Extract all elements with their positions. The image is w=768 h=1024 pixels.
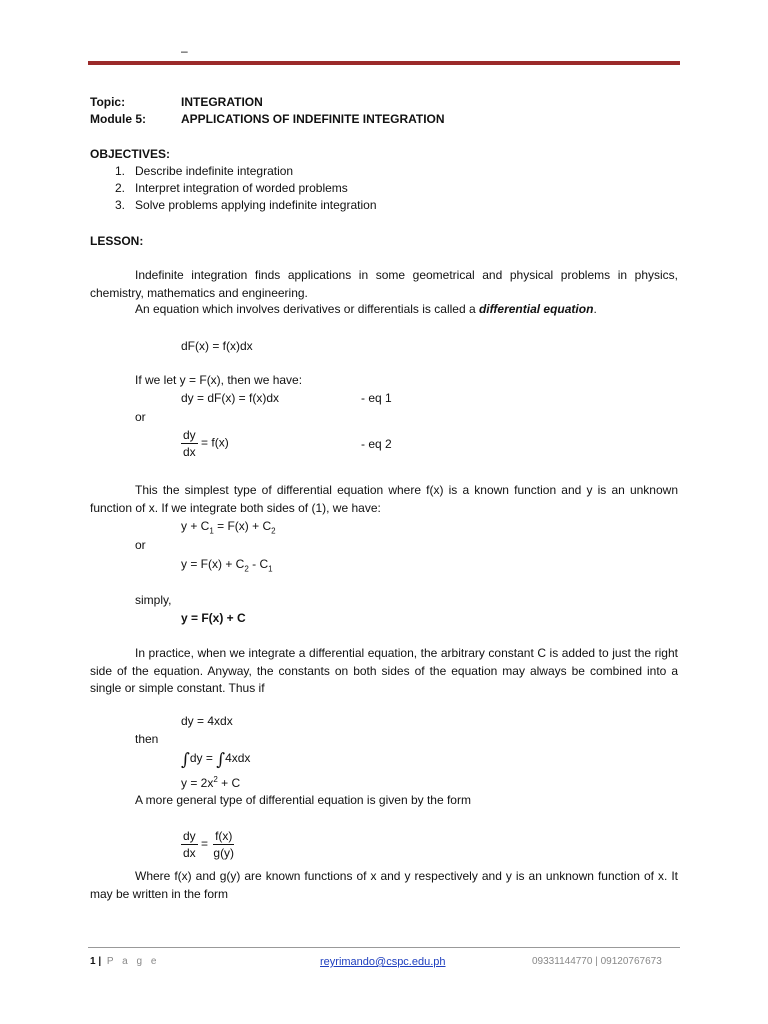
integral-icon: ∫: [181, 750, 190, 770]
lesson-paragraph: Indefinite integration finds applications in some geometrical and physical problems in physics, chemistry, mathematics and engineering.: [90, 268, 678, 300]
lesson-paragraph: This the simplest type of differential equation where f(x) is a known function and y is an unknown function of x. If we integrate both sides of (1), we have:: [90, 483, 678, 515]
fraction: $\frac{dy}{dx}$: [183, 428, 196, 459]
equation-4: $y = F(x) + C_2 - C_1$: [181, 557, 273, 574]
module-label: Module 5:: [90, 112, 146, 126]
objective-item: 3. Solve problems applying indefinite integration: [115, 198, 377, 212]
equation-7: ∫dy = ∫4xdx: [181, 750, 251, 770]
objective-item: 1. Describe indefinite integration: [115, 164, 294, 178]
header-mark: –: [181, 44, 188, 58]
email-link[interactable]: reyrimando@cspc.edu.ph: [320, 956, 446, 968]
objective-item: 2. Interpret integration of worded problems: [115, 181, 348, 195]
equation-1-tag: - eq 1: [361, 391, 392, 405]
lesson-text: then: [135, 732, 159, 746]
equation-6: dy = 4xdx: [181, 714, 233, 728]
objectives-heading: OBJECTIVES:: [90, 147, 171, 161]
lesson-text: A more general type of differential equation is given by the form: [135, 793, 471, 807]
equation-2-tag: - eq 2: [361, 437, 392, 451]
footer-rule: [88, 947, 680, 948]
lesson-heading: LESSON:: [90, 234, 144, 248]
topic-value: INTEGRATION: [181, 95, 263, 109]
module-value: APPLICATIONS OF INDEFINITE INTEGRATION: [181, 112, 445, 126]
equation-3: $y + C_1 = F(x) + C_2$: [181, 519, 276, 536]
topic-label: Topic:: [90, 95, 126, 109]
differential-equation-term: differential equation: [478, 302, 594, 316]
lesson-text: simply,: [135, 593, 172, 607]
fraction: $\frac{dy}{dx}$: [183, 829, 196, 860]
phone-numbers: 09331144770 | 09120767673: [532, 956, 662, 967]
lesson-paragraph: In practice, when we integrate a differential equation, the arbitrary constant C is added to just the right side of the equation. Anyway, the constants on both sides of the equation may always be combined into a single or simple constant. Thus if: [90, 646, 678, 695]
equation-2: $\frac{dy}{dx}$ = f(x): [183, 428, 229, 459]
definition-line: An equation which involves derivatives or differentials is called a differential equation.: [135, 302, 597, 316]
fraction: $\frac{f(x)}{g(y)}$: [213, 829, 235, 860]
equation-9: $\frac{dy}{dx}$ = $\frac{f(x)}{g(y)}$: [183, 829, 235, 860]
equation-1: dy = dF(x) = f(x)dx: [181, 391, 280, 405]
page-number: 1 | P a g e: [90, 956, 160, 967]
lesson-text: or: [135, 538, 146, 552]
equation-5: y = F(x) + C: [181, 611, 246, 625]
lesson-text: or: [135, 410, 146, 424]
header-rule: [88, 61, 680, 65]
lesson-paragraph: Where f(x) and g(y) are known functions of x and y respectively and y is an unknown function of x. It may be written in the form: [90, 869, 678, 901]
integral-icon: ∫: [216, 750, 226, 770]
lesson-text: If we let y = F(x), then we have:: [135, 373, 303, 387]
equation-8: $y = 2x^2 + C$: [181, 775, 241, 790]
equation-dF: dF(x) = f(x)dx: [181, 339, 253, 353]
